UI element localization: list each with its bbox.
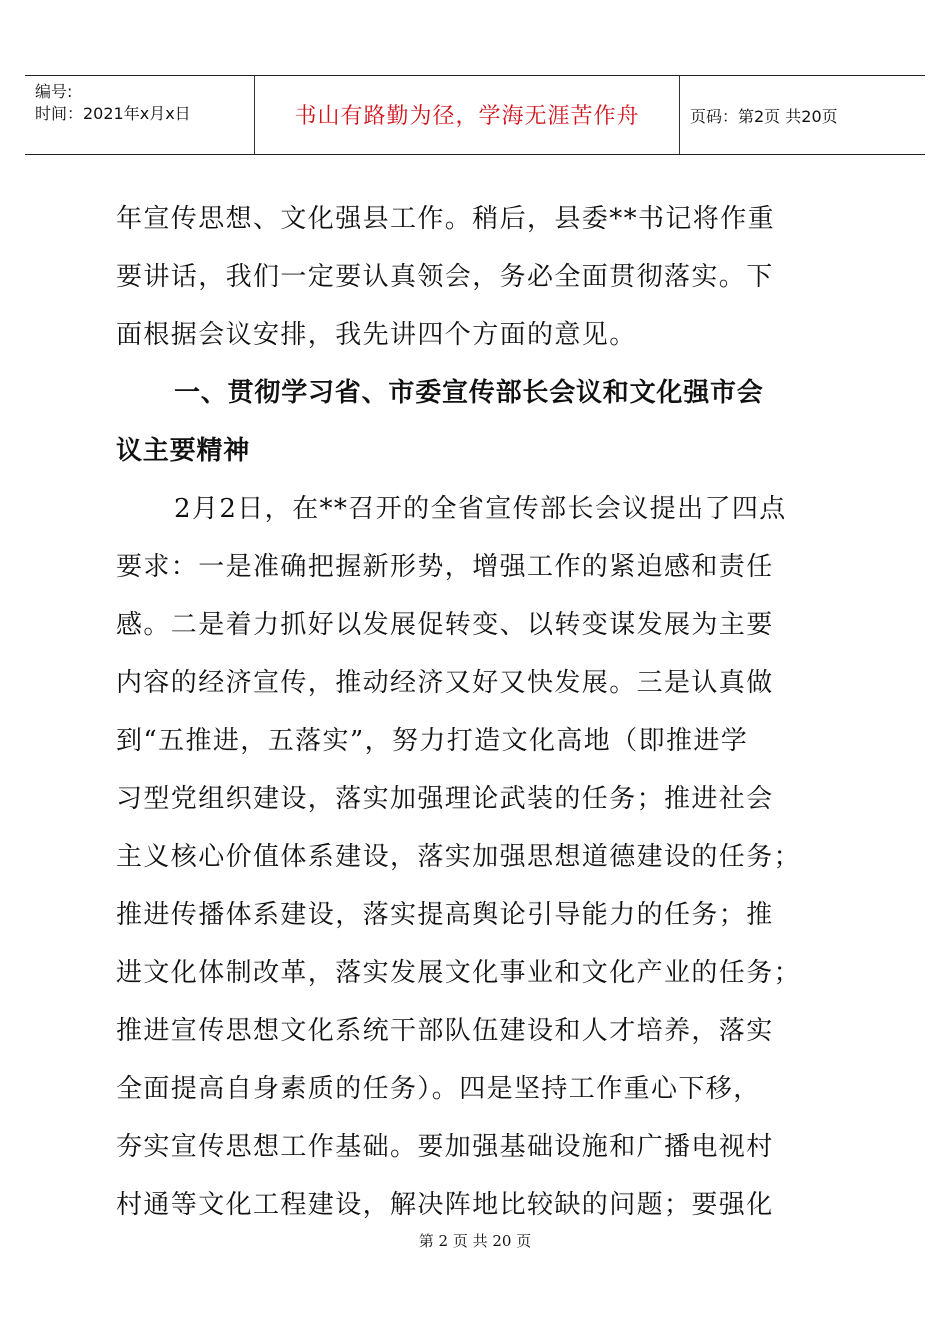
document-time-label: 时间：2021年x月x日 <box>35 104 191 123</box>
header-motto-cell <box>255 76 680 154</box>
body-line: 主义核心价值体系建设，落实加强思想道德建设的任务； <box>116 842 802 872</box>
header-meta-cell <box>25 76 255 154</box>
body-line: 内容的经济宣传，推动经济又好又快发展。三是认真做 <box>116 668 774 698</box>
header-page-label: 页码：第2页 共20页 <box>690 107 838 126</box>
body-line: 到“五推进，五落实”，努力打造文化高地（即推进学 <box>116 726 749 756</box>
body-line: 面根据会议安排，我先讲四个方面的意见。 <box>116 320 637 350</box>
body-line: 推进宣传思想文化系统干部队伍建设和人才培养，落实 <box>116 1016 774 1046</box>
body-line: 村通等文化工程建设，解决阵地比较缺的问题；要强化 <box>116 1190 774 1220</box>
document-header <box>25 75 925 155</box>
body-line: 2月2日，在**召开的全省宣传部长会议提出了四点 <box>174 494 787 524</box>
body-line: 要求：一是准确把握新形势，增强工作的紧迫感和责任 <box>116 552 774 582</box>
body-line: 习型党组织建设，落实加强理论武装的任务；推进社会 <box>116 784 774 814</box>
body-line: 年宣传思想、文化强县工作。稍后，县委**书记将作重 <box>116 204 776 234</box>
body-line: 感。二是着力抓好以发展促转变、以转变谋发展为主要 <box>116 610 774 640</box>
body-line: 推进传播体系建设，落实提高舆论引导能力的任务；推 <box>116 900 774 930</box>
header-motto: 书山有路勤为径，学海无涯苦作舟 <box>294 104 640 129</box>
document-number-label: 编号: <box>35 82 73 101</box>
header-page-cell <box>680 76 925 154</box>
body-line: 全面提高自身素质的任务）。四是坚持工作重心下移， <box>116 1074 761 1104</box>
section-heading-line: 一、贯彻学习省、市委宣传部长会议和文化强市会 <box>174 378 764 408</box>
section-heading-line: 议主要精神 <box>116 436 251 466</box>
page-footer: 第 2 页 共 20 页 <box>418 1232 532 1250</box>
body-line: 进文化体制改革，落实发展文化事业和文化产业的任务； <box>116 958 802 988</box>
body-line: 要讲话，我们一定要认真领会，务必全面贯彻落实。下 <box>116 262 774 292</box>
document-body <box>116 190 836 1234</box>
body-line: 夯实宣传思想工作基础。要加强基础设施和广播电视村 <box>116 1132 774 1162</box>
